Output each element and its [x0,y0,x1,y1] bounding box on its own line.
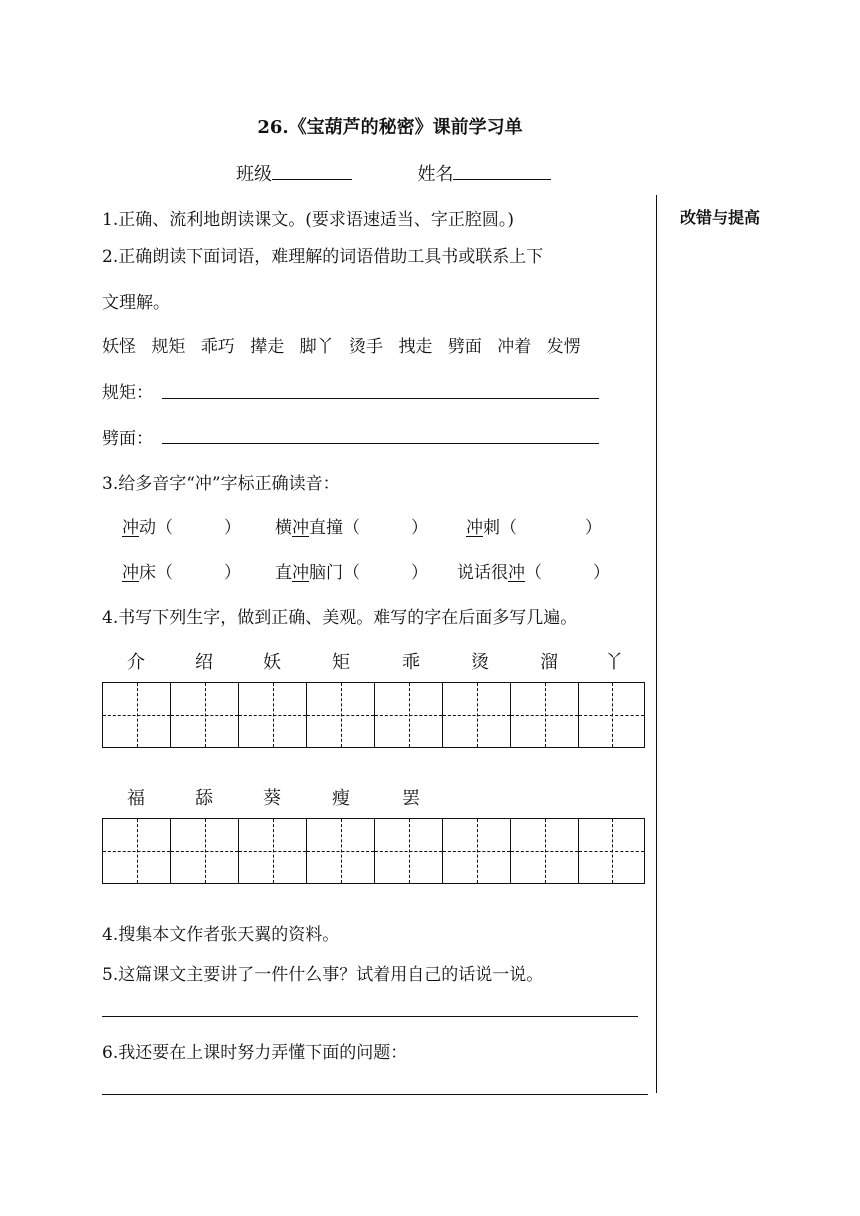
word-item: 烫手 [349,337,384,357]
practice-char: 矩 [332,652,350,673]
vocabulary-list [102,332,591,357]
practice-char: 葵 [263,788,281,809]
word-item: 劈面 [447,337,482,357]
student-info-bar [236,160,551,186]
grid-cell[interactable] [307,683,375,747]
grid-cell[interactable] [171,683,239,747]
question-6: 6.我还要在上课时努力弄懂下面的问题： [102,1043,408,1063]
grid-cell[interactable] [103,683,171,747]
practice-char: 烫 [471,652,489,673]
question-2-line-2: 文理解。 [102,293,170,313]
practice-char: 福 [127,788,145,809]
q6-answer-line[interactable] [102,1094,648,1095]
polyphone-row-1-item-2: 横冲直撞（ ） [275,513,428,538]
grid-cell[interactable] [579,683,644,747]
grid-cell[interactable] [171,819,239,883]
page-title: 26.《宝葫芦的秘密》课前学习单 [257,117,523,138]
practice-char: 介 [127,652,145,673]
grid-cell[interactable] [307,819,375,883]
grid-cell[interactable] [239,819,307,883]
question-1: 1.正确、流利地朗读课文。(要求语速适当、字正腔圆。) [102,210,514,230]
grid-cell[interactable] [239,683,307,747]
word-item: 发愣 [546,337,581,357]
word-item: 冲着 [497,337,532,357]
pinyin-blank[interactable]: （ ） [156,563,241,583]
word-item: 乖巧 [200,337,235,357]
practice-char: 丫 [605,652,623,673]
practice-char: 瘦 [332,788,350,809]
grid-cell[interactable] [443,819,511,883]
question-3: 3.给多音字“冲”字标正确读音： [102,474,340,494]
pinyin-blank[interactable]: （ ） [525,563,610,583]
grid-cell[interactable] [511,819,579,883]
class-blank[interactable] [272,161,352,180]
pinyin-blank[interactable]: （ ） [343,518,428,538]
polyphone-row-1-item-3: 冲刺（ ） [466,513,602,538]
name-blank[interactable] [453,161,551,180]
pimian-answer-line[interactable] [162,443,599,444]
practice-char: 乖 [402,652,420,673]
writing-grid-2[interactable] [102,818,645,884]
grid-cell[interactable] [375,683,443,747]
margin-divider [656,195,657,1093]
grid-cell[interactable] [579,819,644,883]
question-5: 5.这篇课文主要讲了一件什么事？试着用自己的话说一说。 [102,965,544,985]
grid-cell[interactable] [511,683,579,747]
grid-cell[interactable] [375,819,443,883]
word-item: 拽走 [398,337,433,357]
polyphone-row-2-item-3: 说话很冲（ ） [457,558,610,583]
pimian-label: 劈面： [102,429,153,449]
grid-cell[interactable] [443,683,511,747]
class-label: 班级 [236,164,272,185]
practice-char: 舔 [195,788,213,809]
pinyin-blank[interactable]: （ ） [500,518,602,538]
pinyin-blank[interactable]: （ ） [343,563,428,583]
q5-answer-line[interactable] [102,1016,638,1017]
polyphone-row-2-item-2: 直冲脑门（ ） [275,558,428,583]
guiju-label: 规矩： [102,383,153,403]
question-4: 4.书写下列生字，做到正确、美观。难写的字在后面多写几遍。 [102,608,578,628]
pinyin-blank[interactable]: （ ） [156,518,241,538]
practice-char: 绍 [195,652,213,673]
side-column-title: 改错与提高 [680,208,761,227]
word-item: 规矩 [151,337,186,357]
polyphone-row-1-item-1: 冲动（ ） [122,513,241,538]
writing-grid-1[interactable] [102,682,645,748]
grid-cell[interactable] [103,819,171,883]
polyphone-row-2-item-1: 冲床（ ） [122,558,241,583]
practice-char: 罢 [402,788,420,809]
practice-char: 妖 [263,652,281,673]
name-label: 姓名 [417,164,454,185]
word-item: 妖怪 [102,337,136,357]
question-2-line-1: 2.正确朗读下面词语，难理解的词语借助工具书或联系上下 [102,247,544,267]
word-item: 撵走 [250,337,285,357]
guiju-answer-line[interactable] [162,398,599,399]
question-4b: 4.搜集本文作者张天翼的资料。 [102,925,340,945]
practice-char: 溜 [540,652,558,673]
word-item: 脚丫 [299,337,334,357]
